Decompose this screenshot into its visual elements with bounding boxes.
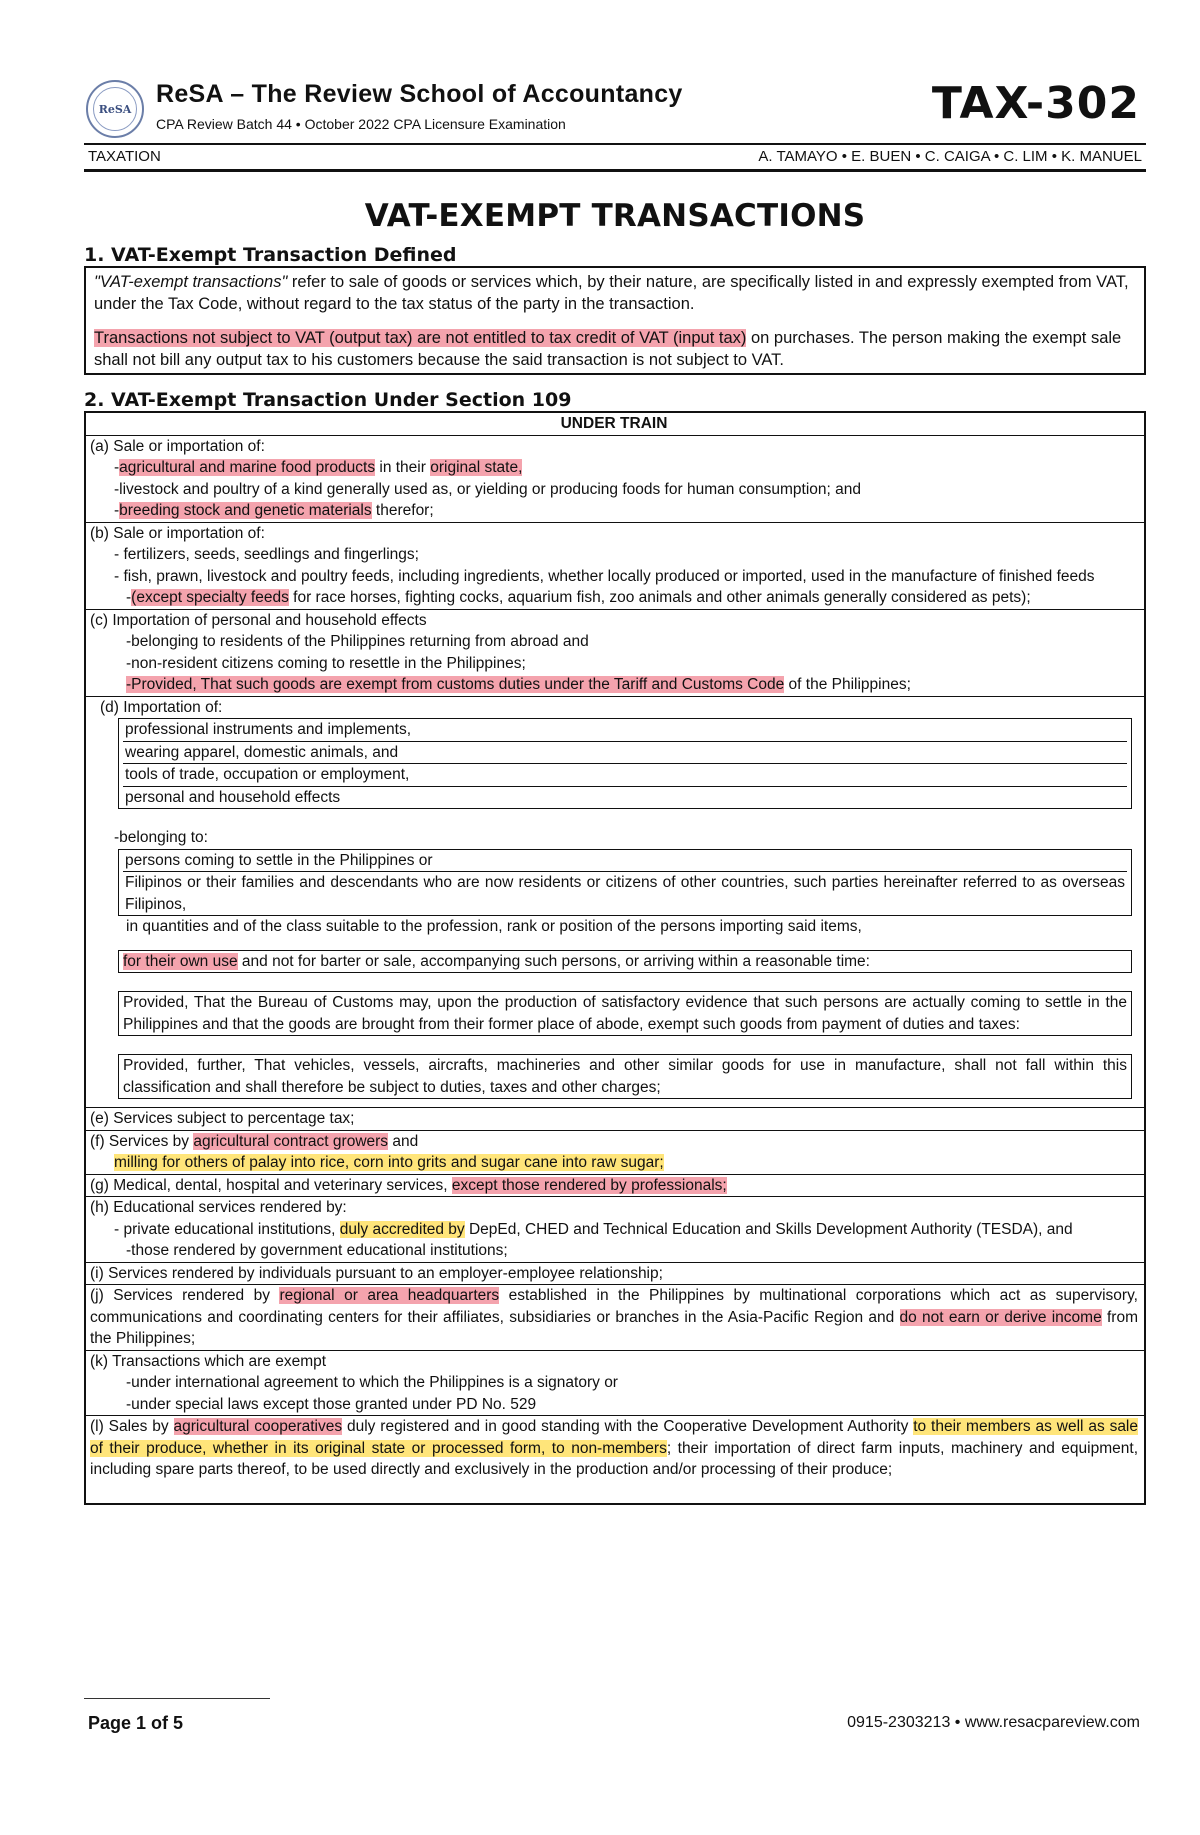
belonging-label: -belonging to:	[114, 829, 208, 846]
table-row-d	[86, 697, 1144, 1109]
definition-paragraph	[94, 271, 1136, 315]
highlight: -Provided, That such goods are exempt from customs duties under the Tariff and Customs Code	[126, 676, 785, 693]
list-item: wearing apparel, domestic animals, and	[123, 742, 1127, 765]
list-item: -livestock and poultry of a kind generally used as, or yielding or producing foods for human consumption; and	[114, 480, 862, 498]
list-item: -belonging to residents of the Philippines returning from abroad and	[126, 633, 589, 650]
proviso-box: Provided, further, That vehicles, vessels, aircrafts, machineries and other similar goods for use in manufacture, shall not fall within this classification and shall therefore be subject to duties, taxes and other charges;	[118, 1054, 1132, 1099]
import-items-box	[118, 718, 1132, 809]
proviso-box: Provided, That the Bureau of Customs may, upon the production of satisfactory evidence that such persons are actually coming to settle in the Philippines and that the goods are brought from their former place of abode, exempt such goods from payment of duties and taxes:	[118, 991, 1132, 1036]
highlight: agricultural and marine food products	[119, 459, 376, 476]
authors-list: A. TAMAYO • E. BUEN • C. CAIGA • C. LIM • K. MANUEL	[758, 148, 1142, 165]
resa-logo-icon	[86, 80, 144, 138]
table-row-b	[86, 523, 1144, 610]
page-number: Page 1 of 5	[88, 1713, 184, 1733]
persons-box	[118, 849, 1132, 917]
highlight: agricultural contract growers	[193, 1132, 389, 1150]
list-item: - fertilizers, seeds, seedlings and fingerlings;	[114, 546, 419, 563]
footer-contact: 0915-2303213 • www.resacpareview.com	[847, 1714, 1140, 1731]
list-item: professional instruments and implements,	[123, 719, 1127, 742]
list-item: -breeding stock and genetic materials therefor;	[114, 502, 434, 519]
highlight: of palay into rice, corn into grits and sugar cane into raw sugar;	[227, 1154, 664, 1171]
table-row-a	[86, 436, 1144, 523]
section-heading: 2. VAT-Exempt Transaction Under Section 109	[84, 389, 572, 411]
highlight: milling for others	[114, 1154, 228, 1171]
item-title: (d) Importation of:	[100, 698, 223, 716]
highlight: breeding stock and genetic materials	[119, 502, 372, 519]
table-row-j: (j) Services rendered by regional or area headquarters established in the Philippines by multinational corporations which act as supervisory, communications and coordinating centers for their affiliates, subsidiaries or branches in the Asia-Pacific Region and do not earn or derive income from the Philippines;	[86, 1285, 1144, 1351]
item-title: (a) Sale or importation of:	[90, 437, 265, 455]
highlight: (except specialty feeds	[131, 589, 289, 606]
list-item: Filipinos or their families and descendants who are now residents or citizens of other countries, such parties hereinafter referred to as overseas Filipinos,	[125, 874, 1125, 913]
list-item: -agricultural and marine food products in their original state,	[114, 459, 523, 476]
highlight: except those rendered by professionals;	[451, 1176, 727, 1194]
table-row-h	[86, 1197, 1144, 1263]
footer-rule	[84, 1698, 270, 1699]
course-code: TAX-302	[931, 78, 1140, 129]
list-item: -under special laws except those granted under PD No. 529	[126, 1395, 537, 1413]
item-title: (c) Importation of personal and household effects	[90, 611, 427, 629]
header-rule-bottom	[84, 169, 1146, 172]
item-title: (h) Educational services rendered by:	[90, 1199, 347, 1216]
list-item: -those rendered by government educational institutions;	[126, 1242, 508, 1259]
list-item: persons coming to settle in the Philippines or	[123, 850, 1127, 873]
list-item: - fish, prawn, livestock and poultry feeds, including ingredients, whether locally produced or imported, used in the manufacture of finished feeds	[114, 567, 1095, 585]
item-title: (b) Sale or importation of:	[90, 524, 265, 542]
credit-paragraph	[94, 327, 1136, 371]
table-header: UNDER TRAIN	[86, 413, 1144, 436]
highlight: do not earn or derive income	[899, 1308, 1102, 1326]
school-name: ReSA – The Review School of Accountancy	[156, 80, 683, 108]
table-row-f: (f) Services by agricultural contract growers and milling for others of palay into rice, corn into grits and sugar cane into raw sugar;	[86, 1131, 1144, 1175]
page-header	[84, 70, 1146, 170]
section-heading: 1. VAT-Exempt Transaction Defined	[84, 244, 457, 266]
page-title: VAT-EXEMPT TRANSACTIONS	[364, 198, 866, 234]
highlight: for their own use	[123, 952, 238, 970]
credit-text: on purchases. The person making the exempt sale shall not bill any output tax to his customers because the said transaction is not subject to VAT.	[94, 329, 1122, 369]
subject-label: TAXATION	[88, 148, 161, 165]
highlight: agricultural cooperatives	[173, 1418, 343, 1435]
highlight: to their members as well as sale of their produce, whether in its original state or processed form, to non-members	[90, 1418, 1138, 1457]
list-item: -Provided, That such goods are exempt from customs duties under the Tariff and Customs Code of the Philippines;	[126, 676, 911, 693]
list-item: - private educational institutions, duly accredited by DepEd, CHED and Technical Education and Skills Development Authority (TESDA), and	[114, 1220, 1073, 1238]
table-row-k	[86, 1351, 1144, 1417]
list-item: -(except specialty feeds for race horses, fighting cocks, aquarium fish, zoo animals and other animals generally considered as pets);	[126, 589, 1031, 606]
own-use-box: for their own use and not for barter or sale, accompanying such persons, or arriving within a reasonable time:	[118, 950, 1132, 974]
defined-term: "VAT-exempt transactions"	[94, 273, 288, 291]
highlight: original state,	[430, 459, 523, 476]
highlight: regional or area headquarters	[279, 1287, 500, 1304]
table-row-g: (g) Medical, dental, hospital and veterinary services, except those rendered by professionals;	[86, 1175, 1144, 1198]
highlight: Transactions not subject to VAT (output tax) are not entitled to tax credit of VAT (input tax)	[94, 329, 747, 347]
highlight: duly accredited by	[339, 1220, 465, 1238]
logo-text: ReSA	[93, 87, 137, 131]
header-rule	[84, 143, 1146, 145]
table-row-i: (i) Services rendered by individuals pursuant to an employer-employee relationship;	[86, 1263, 1144, 1286]
table-row-e: (e) Services subject to percentage tax;	[86, 1108, 1144, 1131]
batch-info: CPA Review Batch 44 • October 2022 CPA Licensure Examination	[156, 116, 566, 132]
item-title: (k) Transactions which are exempt	[90, 1352, 327, 1370]
document-page	[84, 70, 1146, 1505]
list-item: -under international agreement to which the Philippines is a signatory or	[126, 1374, 618, 1391]
list-item: personal and household effects	[125, 788, 341, 806]
exempt-table	[84, 411, 1146, 1505]
quantity-text: in quantities and of the class suitable to the profession, rank or position of the persons importing said items,	[126, 918, 862, 935]
definition-text: refer to sale of goods or services which, by their nature, are specifically listed in and expressly exempted from VAT, under the Tax Code, without regard to the tax status of the party in the transaction.	[94, 273, 1129, 313]
table-row-c	[86, 610, 1144, 697]
definition-box	[84, 266, 1146, 375]
list-item: -non-resident citizens coming to resettle in the Philippines;	[126, 654, 526, 672]
list-item: tools of trade, occupation or employment,	[123, 764, 1127, 787]
table-row-l: (l) Sales by agricultural cooperatives duly registered and in good standing with the Cooperative Development Authority to their members as well as sale of their produce, whether in its original state or processed form, to non-members; their importation of direct farm inputs, machinery and equipment, including spare parts thereof, to be used directly and exclusively in the production and/or processing of their produce;	[90, 1418, 1139, 1478]
